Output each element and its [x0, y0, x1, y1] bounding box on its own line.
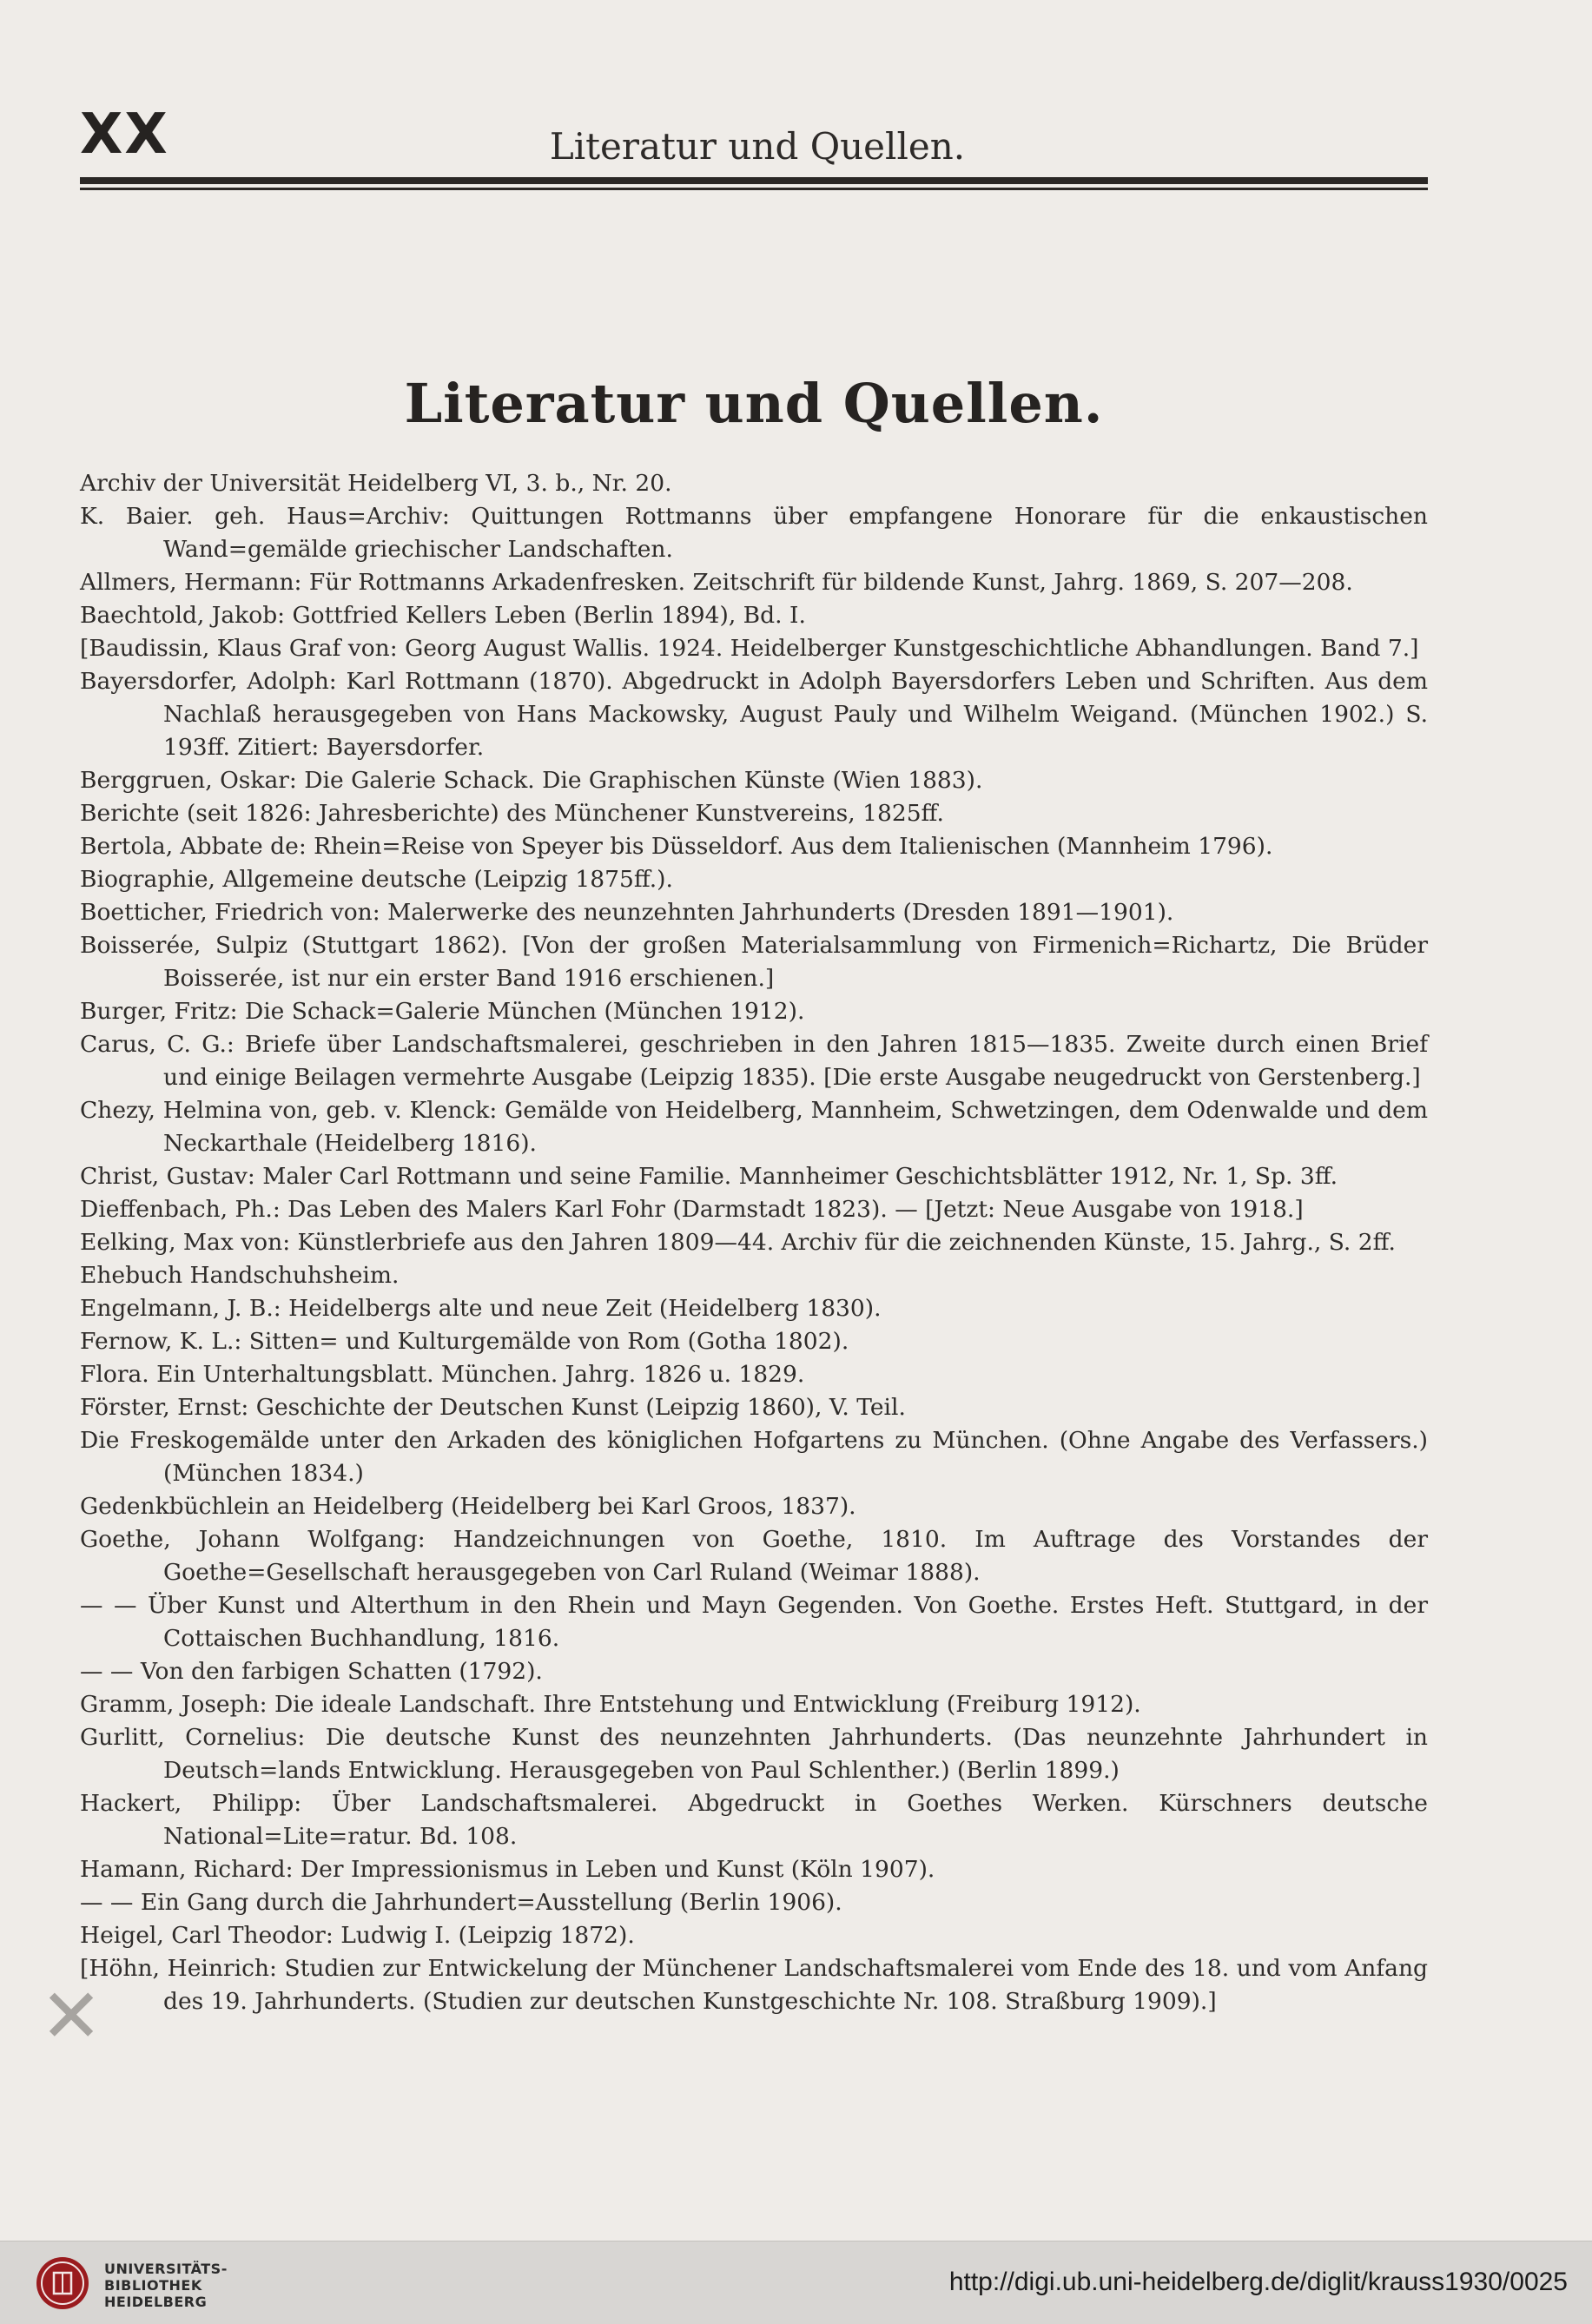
header-rule-thick: [80, 177, 1428, 184]
bibliography-entry: Gurlitt, Cornelius: Die deutsche Kunst des neunzehnten Jahrhunderts. (Das neunzehnte Jahrhundert in Deutsch=lands Entwicklung. Herausgegeben von Paul Schlenther.) (Berlin 1899.): [80, 1724, 1428, 1784]
bibliography-entry: Heigel, Carl Theodor: Ludwig I. (Leipzig 1872).: [80, 1922, 635, 1949]
library-name-line: UNIVERSITÄTS-: [104, 2261, 228, 2277]
bibliography-entry: Chezy, Helmina von, geb. v. Klenck: Gemälde von Heidelberg, Mannheim, Schwetzingen, dem Odenwalde und dem Neckarthale (Heidelberg 1816).: [80, 1097, 1428, 1157]
header-rule-thin: [80, 188, 1428, 190]
bibliography-entry: Hackert, Philipp: Über Landschaftsmalerei. Abgedruckt in Goethes Werken. Kürschners deutsche National=Lite=ratur. Bd. 108.: [80, 1790, 1428, 1850]
bibliography-entry: Archiv der Universität Heidelberg VI, 3. b., Nr. 20.: [80, 470, 672, 497]
bibliography-entry: [Höhn, Heinrich: Studien zur Entwickelung der Münchener Landschaftsmalerei vom Ende des 18. und vom Anfang des 19. Jahrhunderts. (Studien zur deutschen Kunstgeschichte Nr. 108. Straßburg 1909).]: [80, 1955, 1428, 2015]
library-name-line: HEIDELBERG: [104, 2294, 208, 2310]
bibliography-entry: — — Über Kunst und Alterthum in den Rhein und Mayn Gegenden. Von Goethe. Erstes Heft. Stuttgard, in der Cottaischen Buchhandlung, 1816.: [80, 1592, 1428, 1652]
bibliography-entry: Christ, Gustav: Maler Carl Rottmann und seine Familie. Mannheimer Geschichtsblätter 1912, Nr. 1, Sp. 3ff.: [80, 1163, 1338, 1190]
section-title: Literatur und Quellen.: [404, 372, 1104, 435]
library-name-line: BIBLIOTHEK: [104, 2277, 202, 2294]
bibliography-entry: — — Ein Gang durch die Jahrhundert=Ausstellung (Berlin 1906).: [80, 1889, 842, 1916]
bibliography-entry: Fernow, K. L.: Sitten= und Kulturgemälde von Rom (Gotha 1802).: [80, 1328, 849, 1355]
library-name: [104, 2261, 228, 2310]
bibliography-entry: Bayersdorfer, Adolph: Karl Rottmann (1870). Abgedruckt in Adolph Bayersdorfers Leben und Schriften. Aus dem Nachlaß herausgegeben von Hans Mackowsky, August Pauly und Wilhelm Weigand. (München 1902.) S. 193ff. Zitiert: Bayersdorfer.: [80, 668, 1428, 761]
bibliography-entry: Boisserée, Sulpiz (Stuttgart 1862). [Von der großen Materialsammlung von Firmenich=Richartz, Die Brüder Boisserée, ist nur ein erster Band 1916 erschienen.]: [80, 932, 1428, 992]
bibliography-entry: Allmers, Hermann: Für Rottmanns Arkadenfresken. Zeitschrift für bildende Kunst, Jahrg. 1869, S. 207—208.: [80, 569, 1353, 596]
bibliography-entry: Die Freskogemälde unter den Arkaden des königlichen Hofgartens zu München. (Ohne Angabe des Verfassers.) (München 1834.): [80, 1427, 1428, 1487]
bibliography-entry: Berggruen, Oskar: Die Galerie Schack. Die Graphischen Künste (Wien 1883).: [80, 767, 983, 794]
running-head-title: Literatur und Quellen.: [549, 125, 966, 168]
bibliography-entry: Goethe, Johann Wolfgang: Handzeichnungen von Goethe, 1810. Im Auftrage des Vorstandes der Goethe=Gesellschaft herausgegeben von Carl Ruland (Weimar 1888).: [80, 1526, 1428, 1586]
bibliography-entry: — — Von den farbigen Schatten (1792).: [80, 1658, 543, 1685]
running-head: [80, 102, 1435, 172]
bibliography-entry: K. Baier. geh. Haus=Archiv: Quittungen Rottmanns über empfangene Honorare für die enkaustischen Wand=gemälde griechischer Landschaften.: [80, 503, 1428, 563]
bibliography-entry: Baechtold, Jakob: Gottfried Kellers Leben (Berlin 1894), Bd. I.: [80, 602, 806, 629]
pencil-mark-icon: ✕: [40, 1973, 103, 2060]
bibliography-entry: Berichte (seit 1826: Jahresberichte) des Münchener Kunstvereins, 1825ff.: [80, 800, 944, 827]
bibliography-entry: Carus, C. G.: Briefe über Landschaftsmalerei, geschrieben in den Jahren 1815—1835. Zweite durch einen Brief und einige Beilagen vermehrte Ausgabe (Leipzig 1835). [Die erste Ausgabe neugedruckt von Gerstenberg.]: [80, 1031, 1428, 1091]
bibliography-entry: Boetticher, Friedrich von: Malerwerke des neunzehnten Jahrhunderts (Dresden 1891—1901).: [80, 899, 1174, 926]
library-seal-icon: [35, 2255, 90, 2311]
bibliography-entry: Eelking, Max von: Künstlerbriefe aus den Jahren 1809—44. Archiv für die zeichnenden Künste, 15. Jahrg., S. 2ff.: [80, 1229, 1396, 1256]
bibliography-entry: Förster, Ernst: Geschichte der Deutschen Kunst (Leipzig 1860), V. Teil.: [80, 1394, 906, 1421]
bibliography-entry: Flora. Ein Unterhaltungsblatt. München. Jahrg. 1826 u. 1829.: [80, 1361, 805, 1388]
bibliography-entry: Biographie, Allgemeine deutsche (Leipzig 1875ff.).: [80, 866, 673, 893]
footer-bar: [0, 2241, 1592, 2324]
bibliography-entry: Burger, Fritz: Die Schack=Galerie München (München 1912).: [80, 998, 805, 1025]
bibliography-entry: Gedenkbüchlein an Heidelberg (Heidelberg bei Karl Groos, 1837).: [80, 1493, 856, 1520]
library-logo[interactable]: [35, 2254, 313, 2314]
page-number: XX: [80, 102, 169, 167]
bibliography-entry: Ehebuch Handschuhsheim.: [80, 1262, 400, 1289]
bibliography-entry: Gramm, Joseph: Die ideale Landschaft. Ihre Entstehung und Entwicklung (Freiburg 1912).: [80, 1691, 1141, 1718]
bibliography-entry: Engelmann, J. B.: Heidelbergs alte und neue Zeit (Heidelberg 1830).: [80, 1295, 882, 1322]
bibliography-entry: Hamann, Richard: Der Impressionismus in Leben und Kunst (Köln 1907).: [80, 1856, 935, 1883]
bibliography-entry: Dieffenbach, Ph.: Das Leben des Malers Karl Fohr (Darmstadt 1823). — [Jetzt: Neue Ausgabe von 1918.]: [80, 1196, 1304, 1223]
permalink-url[interactable]: http://digi.ub.uni-heidelberg.de/diglit/krauss1930/0025: [948, 2268, 1568, 2296]
bibliography-entry: Bertola, Abbate de: Rhein=Reise von Speyer bis Düsseldorf. Aus dem Italienischen (Mannheim 1796).: [80, 833, 1273, 860]
bibliography-list: [80, 467, 1428, 2018]
bibliography-entry: [Baudissin, Klaus Graf von: Georg August Wallis. 1924. Heidelberger Kunstgeschichtliche Abhandlungen. Band 7.]: [80, 635, 1419, 662]
